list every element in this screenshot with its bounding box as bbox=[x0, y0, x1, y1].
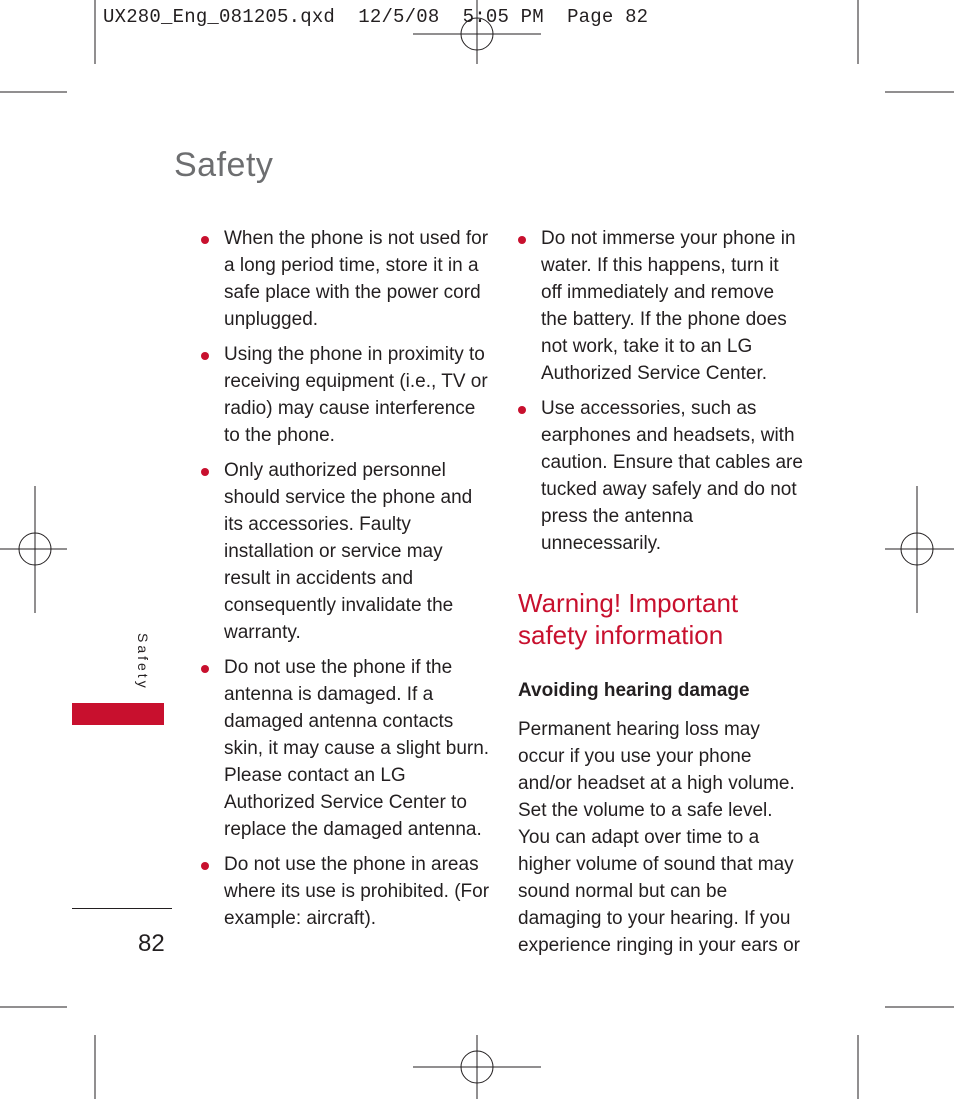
list-item bbox=[201, 457, 491, 646]
section-tab-marker bbox=[72, 703, 164, 725]
list-item bbox=[201, 654, 491, 843]
list-item-text: Use accessories, such as earphones and headsets, with caution. Ensure that cables are tucked away safely and do not press the antenna unnecessarily. bbox=[541, 398, 803, 554]
list-item bbox=[518, 395, 803, 557]
list-item-text: Do not immerse your phone in water. If this happens, turn it off immediately and remove the battery. If the phone does not work, take it to an LG Authorized Service Center. bbox=[541, 228, 796, 384]
bullet-icon bbox=[201, 862, 209, 870]
registration-mark-left bbox=[0, 486, 67, 613]
right-bullet-list bbox=[518, 225, 803, 557]
left-bullet-list bbox=[201, 225, 491, 932]
list-item-text: Do not use the phone in areas where its use is prohibited. (For example: aircraft). bbox=[224, 854, 490, 929]
left-column bbox=[201, 225, 491, 940]
bullet-icon bbox=[201, 236, 209, 244]
bullet-icon bbox=[201, 665, 209, 673]
hearing-damage-paragraph: Permanent hearing loss may occur if you use your phone and/or headset at a high volume. Set the volume to a safe level. You can adapt over time to a higher volume of sound that may sound normal but can be damaging to your hearing. If you experience ringing in your ears or bbox=[518, 719, 800, 956]
right-column bbox=[518, 225, 803, 959]
page-title: Safety bbox=[174, 146, 274, 184]
list-item-text: Do not use the phone if the antenna is damaged. If a damaged antenna contacts skin, it may cause a slight burn. Please contact an LG Authorized Service Center to replace the damaged antenna. bbox=[224, 657, 490, 840]
list-item bbox=[201, 851, 491, 932]
footer-divider bbox=[72, 908, 172, 909]
list-item bbox=[518, 225, 803, 387]
registration-mark-right bbox=[885, 486, 954, 613]
bullet-icon bbox=[201, 468, 209, 476]
list-item bbox=[201, 341, 491, 449]
warning-heading: Warning! Important safety information bbox=[518, 588, 739, 650]
registration-mark-bottom bbox=[413, 1035, 541, 1099]
page-number: 82 bbox=[138, 930, 165, 957]
registration-mark-top bbox=[413, 0, 541, 64]
list-item-text: Using the phone in proximity to receiving equipment (i.e., TV or radio) may cause interference to the phone. bbox=[224, 344, 488, 446]
bullet-icon bbox=[201, 352, 209, 360]
section-subheading: Avoiding hearing damage bbox=[518, 680, 750, 701]
bullet-icon bbox=[518, 406, 526, 414]
bullet-icon bbox=[518, 236, 526, 244]
list-item-text: Only authorized personnel should service the phone and its accessories. Faulty installation or service may result in accidents and consequently invalidate the warranty. bbox=[224, 460, 473, 643]
side-section-label: Safety bbox=[135, 633, 151, 691]
printer-slug: UX280_Eng_081205.qxd 12/5/08 5:05 PM Page 82 bbox=[103, 6, 649, 28]
list-item-text: When the phone is not used for a long period time, store it in a safe place with the power cord unplugged. bbox=[224, 228, 489, 330]
list-item bbox=[201, 225, 491, 333]
